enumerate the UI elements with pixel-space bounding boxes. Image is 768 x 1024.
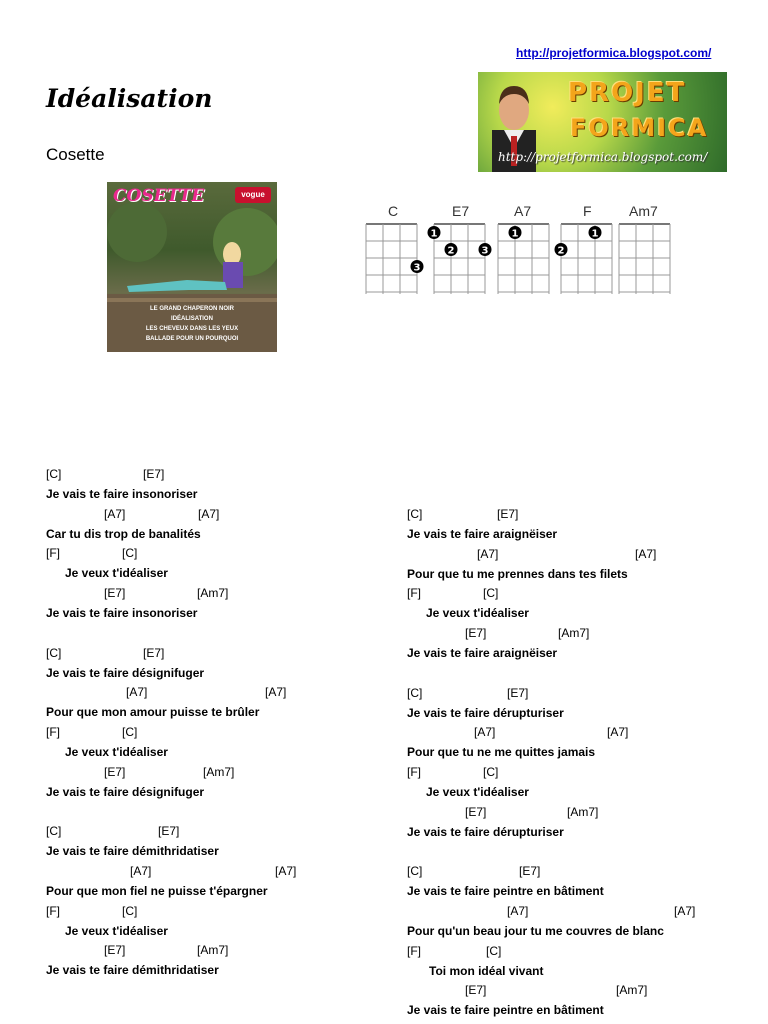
banner-line2: FORMICA xyxy=(570,114,709,142)
lyric-line: Je vais te faire dérupturiser xyxy=(407,824,564,839)
chord-label: [Am7] xyxy=(567,804,599,819)
chord-label: [E7] xyxy=(465,804,487,819)
chord-label: [C] xyxy=(483,765,499,780)
chord-label: [Am7] xyxy=(558,626,590,641)
chord-label: [F] xyxy=(407,943,421,958)
chord-label: [C] xyxy=(483,586,499,601)
lyric-line: Je vais te faire insonoriser xyxy=(46,486,198,501)
chord-label: [Am7] xyxy=(197,943,229,958)
chord-label: [C] xyxy=(46,467,62,481)
site-link[interactable]: http://projetformica.blogspot.com/ xyxy=(516,46,712,60)
finger-number: 2 xyxy=(447,245,455,257)
chord-label: [F] xyxy=(46,546,60,561)
chord-label: [A7] xyxy=(130,864,152,878)
chord-label: [F] xyxy=(46,903,60,918)
chord-label: [E7] xyxy=(143,467,165,481)
chord-label: [A7] xyxy=(477,546,499,561)
lyric-line: Je vais te faire peintre en bâtiment xyxy=(407,884,604,899)
chord-label: [E7] xyxy=(143,645,165,660)
lyric-line: Je veux t'idéaliser xyxy=(65,923,168,938)
chord-grid xyxy=(366,224,424,294)
chord-name-f: F xyxy=(583,203,592,219)
chord-label: [C] xyxy=(486,943,502,958)
chord-label: [C] xyxy=(407,685,423,700)
chord-label: [E7] xyxy=(519,864,541,879)
chord-label: [E7] xyxy=(104,586,126,601)
finger-number: 3 xyxy=(481,245,489,257)
lyric-line: Je vais te faire araignëiser xyxy=(407,526,558,541)
chord-label: [F] xyxy=(46,725,60,740)
chord-label: [A7] xyxy=(198,506,220,521)
lyric-line: Je vais te faire démithridatiser xyxy=(46,844,219,859)
lyric-line: Je veux t'idéaliser xyxy=(65,744,168,759)
chord-label: [C] xyxy=(122,546,138,561)
chord-name-a7: A7 xyxy=(514,203,532,219)
chord-label: [C] xyxy=(407,864,423,879)
banner-url: http://projetformica.blogspot.com/ xyxy=(498,150,708,164)
lyric-line: Pour qu'un beau jour tu me couvres de blanc xyxy=(407,923,664,938)
chord-label: [E7] xyxy=(158,824,180,839)
chord-name-c: C xyxy=(388,203,399,219)
lyric-line: Je vais te faire insonoriser xyxy=(46,605,198,620)
lyric-line: Pour que mon fiel ne puisse t'épargner xyxy=(46,883,268,898)
chord-label: [A7] xyxy=(635,546,657,561)
lyric-line: Pour que tu me prennes dans tes filets xyxy=(407,566,628,581)
chord-grid xyxy=(498,224,549,294)
lyric-line: Pour que tu ne me quittes jamais xyxy=(407,745,596,760)
chord-label: [Am7] xyxy=(197,586,229,601)
chord-label: [A7] xyxy=(104,506,126,521)
chord-label: [A7] xyxy=(607,725,629,740)
chord-label: [F] xyxy=(407,586,421,601)
lyric-line: Je vais te faire araignëiser xyxy=(407,645,558,660)
album-track: LES CHEVEUX DANS LES YEUX xyxy=(145,326,239,332)
lyric-line: Je vais te faire peintre en bâtiment xyxy=(407,1003,604,1018)
chord-name-e7: E7 xyxy=(452,203,470,219)
chord-label: [E7] xyxy=(465,983,487,998)
chord-label: [C] xyxy=(407,507,423,521)
artist-name: Cosette xyxy=(46,145,105,164)
song-title: Idéalisation xyxy=(46,84,213,113)
album-artist: COSETTE xyxy=(113,186,205,206)
lyric-line: Je vais te faire dérupturiser xyxy=(407,705,564,720)
lyric-line: Je vais te faire désignifuger xyxy=(46,784,205,799)
chord-label: [A7] xyxy=(474,725,496,740)
lyric-line: Pour que mon amour puisse te brûler xyxy=(46,705,260,720)
banner-line1: PROJET xyxy=(568,78,687,108)
finger-number: 2 xyxy=(557,245,565,257)
chord-label: [C] xyxy=(122,725,138,740)
album-track: LE GRAND CHAPERON NOIR xyxy=(149,306,234,312)
chord-label: [E7] xyxy=(497,507,519,521)
chord-label: [A7] xyxy=(507,904,529,918)
chord-label: [E7] xyxy=(104,943,126,958)
chord-label: [A7] xyxy=(126,685,148,700)
chord-label: [A7] xyxy=(265,685,287,700)
album-cover xyxy=(107,182,277,352)
album-tracklist xyxy=(107,304,277,344)
chord-label: [A7] xyxy=(674,904,696,918)
vogue-logo: vogue xyxy=(235,187,271,203)
lyric-line: Je veux t'idéaliser xyxy=(65,566,168,581)
chord-label: [Am7] xyxy=(203,764,235,779)
chord-diagrams xyxy=(364,218,674,300)
chord-label: [Am7] xyxy=(616,983,648,998)
lyric-line: Car tu dis trop de banalités xyxy=(46,526,201,541)
chord-label: [E7] xyxy=(104,764,126,779)
chord-grid xyxy=(555,224,613,294)
chord-label: [F] xyxy=(407,765,421,780)
chord-label: [E7] xyxy=(507,685,529,700)
album-track: IDÉALISATION xyxy=(171,316,213,322)
chord-name-am7: Am7 xyxy=(629,203,658,219)
lyric-line: Je vais te faire désignifuger xyxy=(46,665,205,680)
projet-formica-banner[interactable] xyxy=(478,72,727,172)
finger-number: 1 xyxy=(511,228,519,240)
chord-label: [A7] xyxy=(275,864,297,878)
lyric-line: Toi mon idéal vivant xyxy=(429,963,544,978)
lyric-line: Je vais te faire démithridatiser xyxy=(46,963,219,978)
chord-grid xyxy=(428,224,492,294)
album-track: BALLADE POUR UN POURQUOI xyxy=(145,336,239,342)
finger-number: 3 xyxy=(413,262,421,274)
chord-label: [C] xyxy=(46,824,62,839)
chord-label: [C] xyxy=(122,903,138,918)
finger-number: 1 xyxy=(430,228,438,240)
lyric-line: Je veux t'idéaliser xyxy=(426,606,529,621)
chord-label: [E7] xyxy=(465,626,487,641)
chord-grid xyxy=(619,224,670,294)
lyric-line: Je veux t'idéaliser xyxy=(426,784,529,799)
finger-number: 1 xyxy=(591,228,599,240)
chord-label: [C] xyxy=(46,645,62,660)
